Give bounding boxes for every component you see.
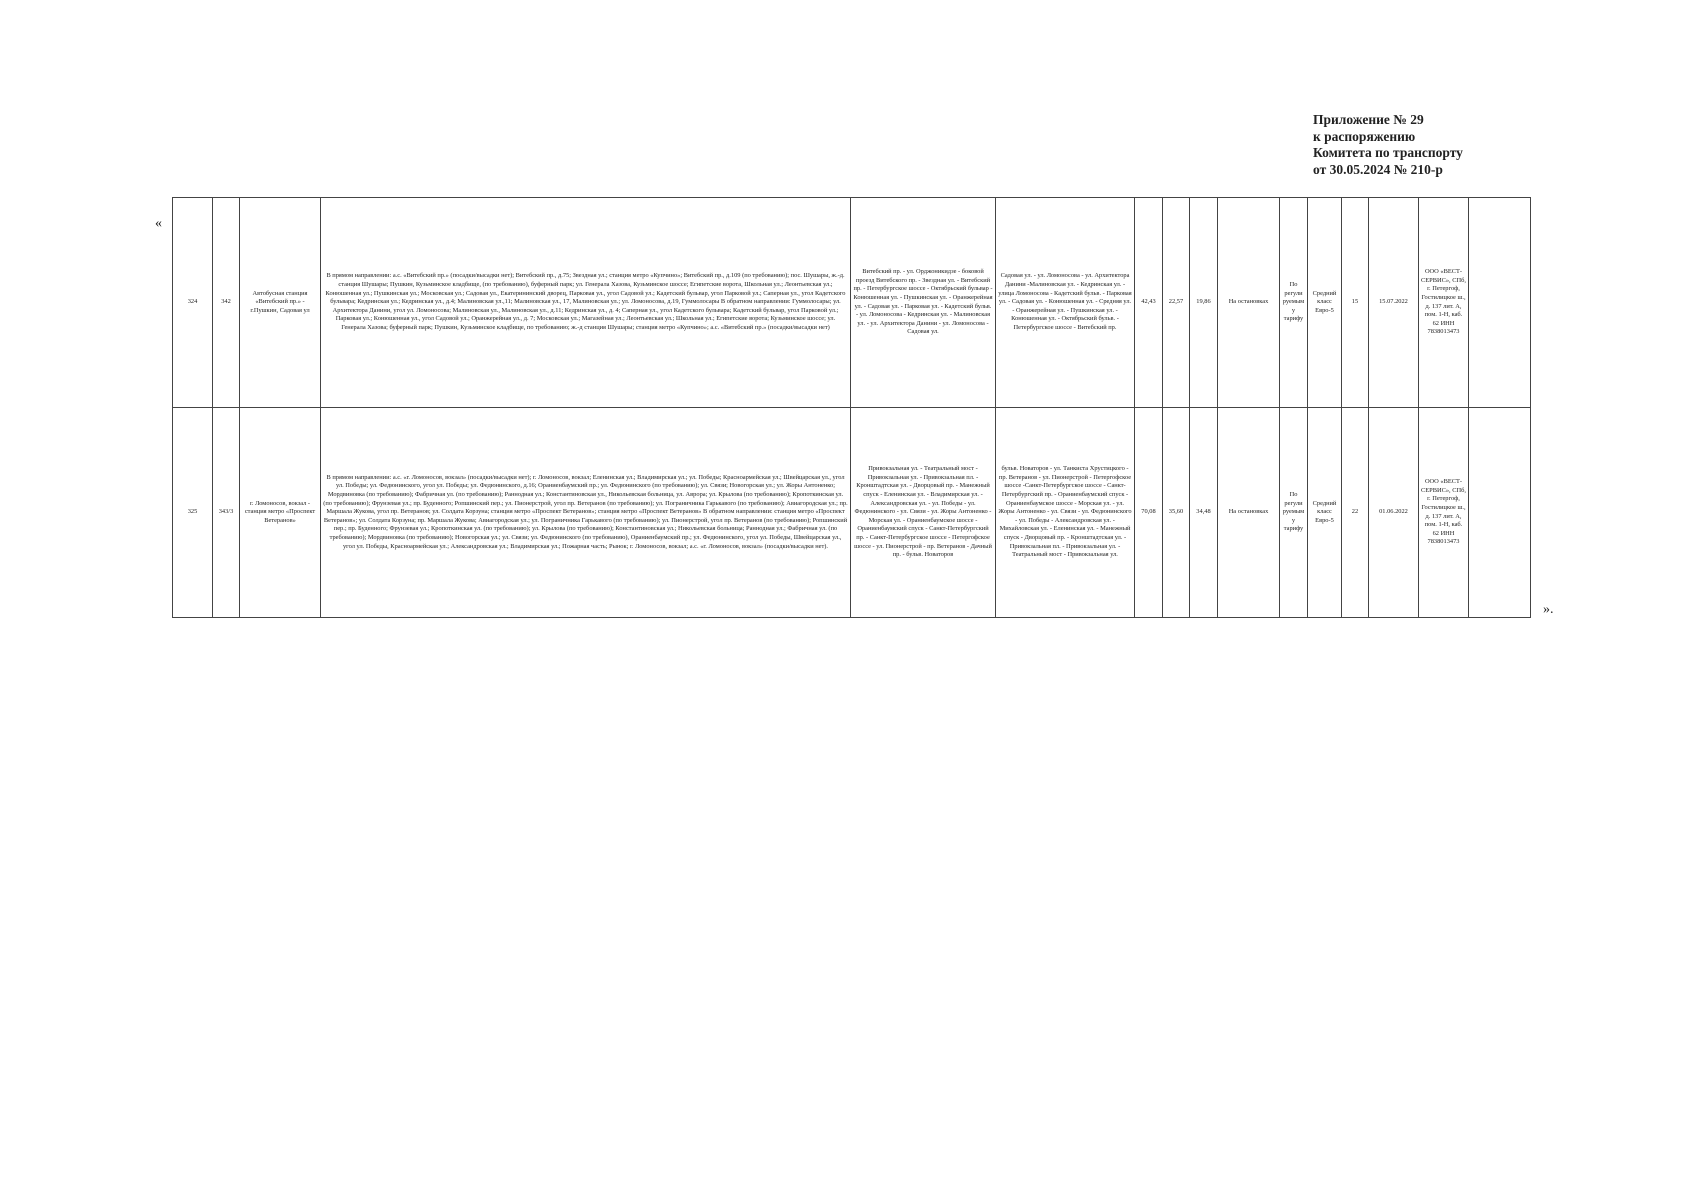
row-number: 324	[173, 198, 213, 408]
backward-length: 19,86	[1190, 198, 1218, 408]
route-stops: В прямом направлении: а.с. «Витебский пр.» (посадки/высадки нет); Витебский пр., д.75; Звездная ул.; станция метро «Купчино»; Витебский пр., д.109 (по требованию); пос. Шушары, ж.-д. станция Шушары; Пушкин, Кузьминское кладбище, (по требованию), буферный парк; ул. Генерала Хазова, Кузьминское шоссе; Египетские ворота, Школьная ул.; Леонтьевская ул.; Конюшенная ул.; Пушкинская ул.; Московская ул.; Садовая ул., Екатерининский дворец, Парковая ул., угол Садовой ул.; Кадетский бульвар, угол Парковой ул.; Саперная ул., угол Кадетского бульвара; Кедринская ул.; Кедринская ул., д.4; Малиновская ул.,11; Малиновская ул., 17, Малиновская ул.; ул. Ломоносова, д.19, Гуммолосары В обратном направлении: Гуммолосары; ул. Архитектора Данини, угол ул. Ломоносова; Малиновская ул., Малиновская ул., д.11; Кедринская ул., д. 4; Саперная ул., угол Кадетского бульвара; Кадетский бульвар, угол Парковой ул.; Парковая ул.; Конюшенная ул., угол Садовой ул.; Оранжерейная ул., д. 7; Московская ул.; Магазейная ул.; Леонтьевская ул.; Школьная ул.; Египетские ворота; Кузьминское шоссе; ул. Генерала Хазова; буферный парк; Пушкин, Кузьминское кладбище, по требованию; ж.-д станция Шушары; станция метро «Купчино»; а.с. «Витебский пр.» (посадки/высадки нет)	[321, 198, 851, 408]
carrier-info: ООО «ВЕСТ-СЕРВИС», СПб, г. Петергоф, Гостилицкое ш., д. 137 лит. А, пом. 1-Н, каб. 62 ИНН 7838013473	[1419, 408, 1469, 618]
forward-path: Витебский пр. - ул. Орджоникидзе - боковой проезд Витебского пр. - Звездная ул. - Витебский пр. - Петербургское шоссе - Октябрьский бульвар - Конюшенная ул. - Пушкинская ул. - Оранжерейная ул. - Садовая ул. - Парковая ул. - Кадетский бульв. - ул. Ломоносова - Кедринская ул. - Малиновская ул. - ул. Архитектора Данини - ул. Ломоносова - Садовая ул.	[851, 198, 996, 408]
route-name: Автобусная станция «Витебский пр.» - г.Пушкин, Садовая ул	[240, 198, 321, 408]
table-row	[173, 408, 1531, 618]
extra-cell	[1469, 198, 1531, 408]
stop-order: На остановках	[1218, 408, 1280, 618]
vehicle-count: 22	[1342, 408, 1369, 618]
tariff-type: По регули руемым у тарифу	[1280, 198, 1308, 408]
backward-path: Садовая ул. - ул. Ломоносова - ул. Архитектора Данини -Малиновская ул. - Кедринская ул. - улица Ломоносова - Кадетский бульв. - Парковая ул. - Садовая ул. - Конюшенная ул. - Средняя ул. - Оранжерейная ул. - Пушкинская ул. - Конюшенная ул. - Октябрьский бульв. - Петербургское шоссе - Витебский пр.	[996, 198, 1135, 408]
committee-name: Комитета по транспорту	[1313, 145, 1463, 160]
route-stops: В прямом направлении: а.с. «г. Ломоносов, вокзал» (посадки/высадки нет); г. Ломоносов, вокзал; Еленинская ул.; Владимирская ул.; ул. Победы; Красноармейская ул.; Швейцарская ул., угол ул. Победы; ул. Федюнинского, угол ул. Победы; ул. Федюнинского, д.16; Ораниенбаумский пр.; ул. Федюнинского (по требованию); ул. Связи; Новогорская ул.; ул. Жоры Антоненко; Мордвиновка (по требованию); Фабричная ул. (по требованию); Раннодная ул.; Константиновская ул., Никольевская больница, ул. Аврора; ул. Крылова (по требованию); Кропоткинская ул. (по требованию); Фрунзевая ул.; пр. Буденного; Ропшинский пер.; ул. Пионерстрой, угол пр. Ветеранов (по требованию); ул. Пограничника Гарькавого (по требованию); Авиагородская ул.; пр. Маршала Жукова, угол пр. Ветеранов; ул. Солдата Корзуна; станция метро «Проспект Ветеранов»; станция метро «Проспект Ветеранов» В обратном направлении: станция метро «Проспект Ветеранов»; ул. Солдата Корзуна; пр. Маршала Жукова; Авиагородская ул.; ул. Пограничника Гарькавого (по требованию); ул. Пионерстрой, угол пр. Ветеранов (по требованию); Ропшинский пер.; пр. Буденного; Фрунзевая ул.; Кропоткинская ул. (по требованию); ул. Крылова (по требованию); Константиновская ул.; Никольевская больница; Раннодная ул.; Фабричная ул. (по требованию); Мордвиновка (по требованию); Новогорская ул.; ул. Связи; ул. Федюнинского (по требованию), Ораниенбаумский пр.; ул. Федюнинского, угол ул. Победы, Швейцарская ул., угол ул. Победы, Красноармейская ул.; Александровская ул.; Владимирская ул.; Пожарная часть; Рынок; г. Ломоносов, вокзал; а.с. «г. Ломоносов, вокзал» (посадки/высадки нет).	[321, 408, 851, 618]
vehicle-class: Средний класс Евро-5	[1308, 408, 1342, 618]
forward-path: Привокзальная ул. - Театральный мост - Привокзальная ул. - Привокзальная пл. - Кронштадтская ул. - Дворцовый пр. - Манежный спуск - Еленинская ул. - Владимирская ул. - Александровская ул. - ул. Победы - ул. Федюнинского - ул. Связи - ул. Жоры Антоненко - Морская ул. - Ораниенбаумское шоссе - Ораниенбаумский спуск - Санкт-Петербургский пр. - Санкт-Петербургское шоссе - Петергофское шоссе - ул. Пионерстрой - пр. Ветеранов - Дачный пр. - бульв. Новаторов	[851, 408, 996, 618]
route-length: 42,43	[1135, 198, 1163, 408]
tariff-type: По регули руемым у тарифу	[1280, 408, 1308, 618]
forward-length: 22,57	[1163, 198, 1190, 408]
start-date: 01.06.2022	[1369, 408, 1419, 618]
opening-quote: «	[155, 216, 162, 231]
backward-length: 34,48	[1190, 408, 1218, 618]
order-reference: к распоряжению	[1313, 128, 1416, 144]
backward-path: бульв. Новаторов - ул. Танкиста Хрустицкого - пр. Ветеранов - ул. Пионерстрой - Петергофское шоссе -Санкт-Петербургское шоссе - Санкт-Петербургский пр. - Ораниенбаумский спуск - Ораниенбаумское шоссе - Морская ул. - ул. Жоры Антоненко - ул. Связи - ул. Федюнинского - ул. Победы - Александровская ул. - Михайловская ул. - Еленинская ул. - Манежный спуск - Дворцовый пр. - Кронштадтская ул. - Привокзальная пл. - Привокзальная ул. - Театральный мост - Привокзальная ул.	[996, 408, 1135, 618]
routes-table	[172, 197, 1531, 618]
extra-cell	[1469, 408, 1531, 618]
closing-quote: ».	[1543, 602, 1554, 617]
table-row	[173, 198, 1531, 408]
vehicle-class: Средний класс Евро-5	[1308, 198, 1342, 408]
forward-length: 35,60	[1163, 408, 1190, 618]
order-date: от 30.05.2024 № 210-р	[1313, 161, 1443, 177]
row-number: 325	[173, 408, 213, 618]
start-date: 15.07.2022	[1369, 198, 1419, 408]
stop-order: На остановках	[1218, 198, 1280, 408]
route-number: 343/3	[213, 408, 240, 618]
vehicle-count: 15	[1342, 198, 1369, 408]
carrier-info: ООО «ВЕСТ-СЕРВИС», СПб, г. Петергоф, Гостилицкое ш., д. 137 лит. А, пом. 1-Н, каб. 62 ИНН 7838013473	[1419, 198, 1469, 408]
route-name: г. Ломоносов, вокзал - станция метро «Проспект Ветеранов»	[240, 408, 321, 618]
document-header	[1313, 112, 1463, 178]
appendix-number: Приложение № 29	[1313, 112, 1424, 127]
route-number: 342	[213, 198, 240, 408]
route-length: 70,08	[1135, 408, 1163, 618]
